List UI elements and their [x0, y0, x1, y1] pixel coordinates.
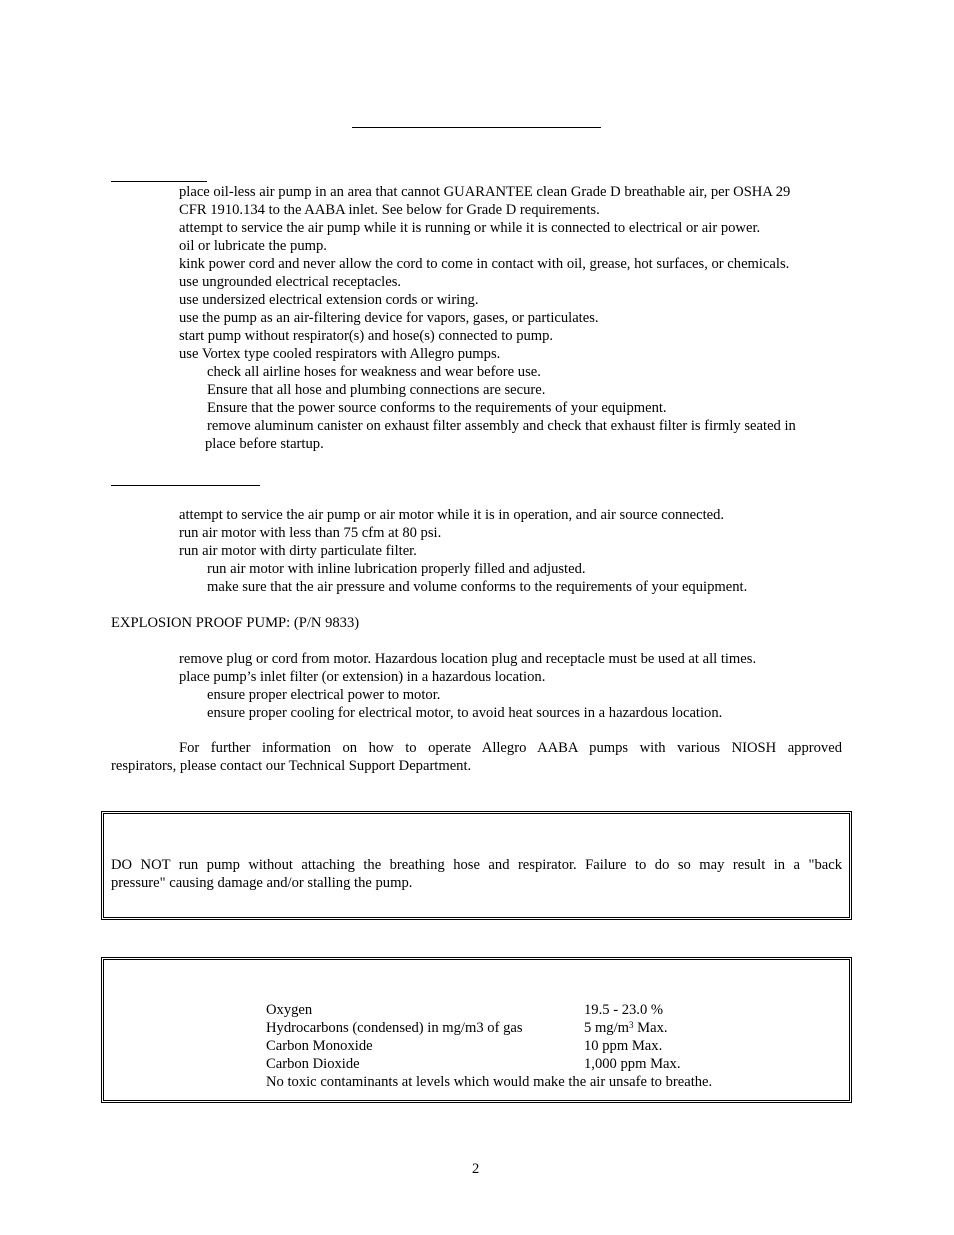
section1-do-line-5: place before startup. [205, 436, 324, 452]
section1-line-5: kink power cord and never allow the cord to come in contact with oil, grease, hot surfaces, or chemicals. [179, 256, 790, 272]
caution-line-2: pressure" causing damage and/or stalling the pump. [111, 875, 413, 891]
section3-line-1: remove plug or cord from motor. Hazardous location plug and receptacle must be used at all times. [179, 651, 757, 667]
title-underline [352, 127, 601, 128]
section3-do-line-1: ensure proper electrical power to motor. [207, 687, 441, 703]
caution-line-1: DO NOT run pump without attaching the breathing hose and respirator. Failure to do so may result in a "back [111, 857, 842, 873]
further-info-line-2: respirators, please contact our Technical Support Department. [111, 758, 472, 774]
section1-line-2: CFR 1910.134 to the AABA inlet. See below for Grade D requirements. [179, 202, 600, 218]
section1-line-4: oil or lubricate the pump. [179, 238, 327, 254]
further-info-line-1: For further information on how to operate Allegro AABA pumps with various NIOSH approved [179, 740, 842, 756]
grade-d-value-carbon-dioxide: 1,000 ppm Max. [584, 1056, 681, 1072]
section1-line-10: use Vortex type cooled respirators with Allegro pumps. [179, 346, 501, 362]
section3-do-line-2: ensure proper cooling for electrical motor, to avoid heat sources in a hazardous location. [207, 705, 723, 721]
section1-line-7: use undersized electrical extension cords or wiring. [179, 292, 479, 308]
section1-line-3: attempt to service the air pump while it is running or while it is connected to electrical or air power. [179, 220, 761, 236]
section2-do-line-2: make sure that the air pressure and volume conforms to the requirements of your equipment. [207, 579, 748, 595]
grade-d-label-carbon-monoxide: Carbon Monoxide [266, 1038, 373, 1054]
grade-d-value-hydrocarbons: 5 $mg/m^3$ Max. [584, 1020, 668, 1036]
section2-heading-underline [111, 485, 260, 486]
section3-heading: EXPLOSION PROOF PUMP: (P/N 9833) [111, 615, 360, 631]
section1-heading-underline [111, 181, 207, 182]
grade-d-label-carbon-dioxide: Carbon Dioxide [266, 1056, 360, 1072]
grade-d-note: No toxic contaminants at levels which would make the air unsafe to breathe. [266, 1074, 713, 1090]
section1-line-9: start pump without respirator(s) and hose(s) connected to pump. [179, 328, 554, 344]
section1-line-8: use the pump as an air-filtering device for vapors, gases, or particulates. [179, 310, 599, 326]
section1-line-6: use ungrounded electrical receptacles. [179, 274, 402, 290]
section1-line-1: place oil-less air pump in an area that cannot GUARANTEE clean Grade D breathable air, per OSHA 29 [179, 184, 791, 200]
section3-line-2: place pump’s inlet filter (or extension) in a hazardous location. [179, 669, 546, 685]
section2-do-line-1: run air motor with inline lubrication properly filled and adjusted. [207, 561, 586, 577]
section2-line-3: run air motor with dirty particulate filter. [179, 543, 417, 559]
grade-d-value-carbon-monoxide: 10 ppm Max. [584, 1038, 663, 1054]
page-number: 2 [472, 1161, 480, 1177]
section2-line-1: attempt to service the air pump or air motor while it is in operation, and air source connected. [179, 507, 725, 523]
section1-do-line-3: Ensure that the power source conforms to the requirements of your equipment. [207, 400, 667, 416]
section1-do-line-4: remove aluminum canister on exhaust filter assembly and check that exhaust filter is firmly seated in [207, 418, 796, 434]
grade-d-label-oxygen: Oxygen [266, 1002, 313, 1018]
section1-do-line-2: Ensure that all hose and plumbing connections are secure. [207, 382, 546, 398]
section1-do-line-1: check all airline hoses for weakness and wear before use. [207, 364, 541, 380]
section2-line-2: run air motor with less than 75 cfm at 80 psi. [179, 525, 442, 541]
grade-d-label-hydrocarbons: Hydrocarbons (condensed) in mg/m3 of gas [266, 1020, 523, 1036]
grade-d-value-oxygen: 19.5 - 23.0 % [584, 1002, 664, 1018]
